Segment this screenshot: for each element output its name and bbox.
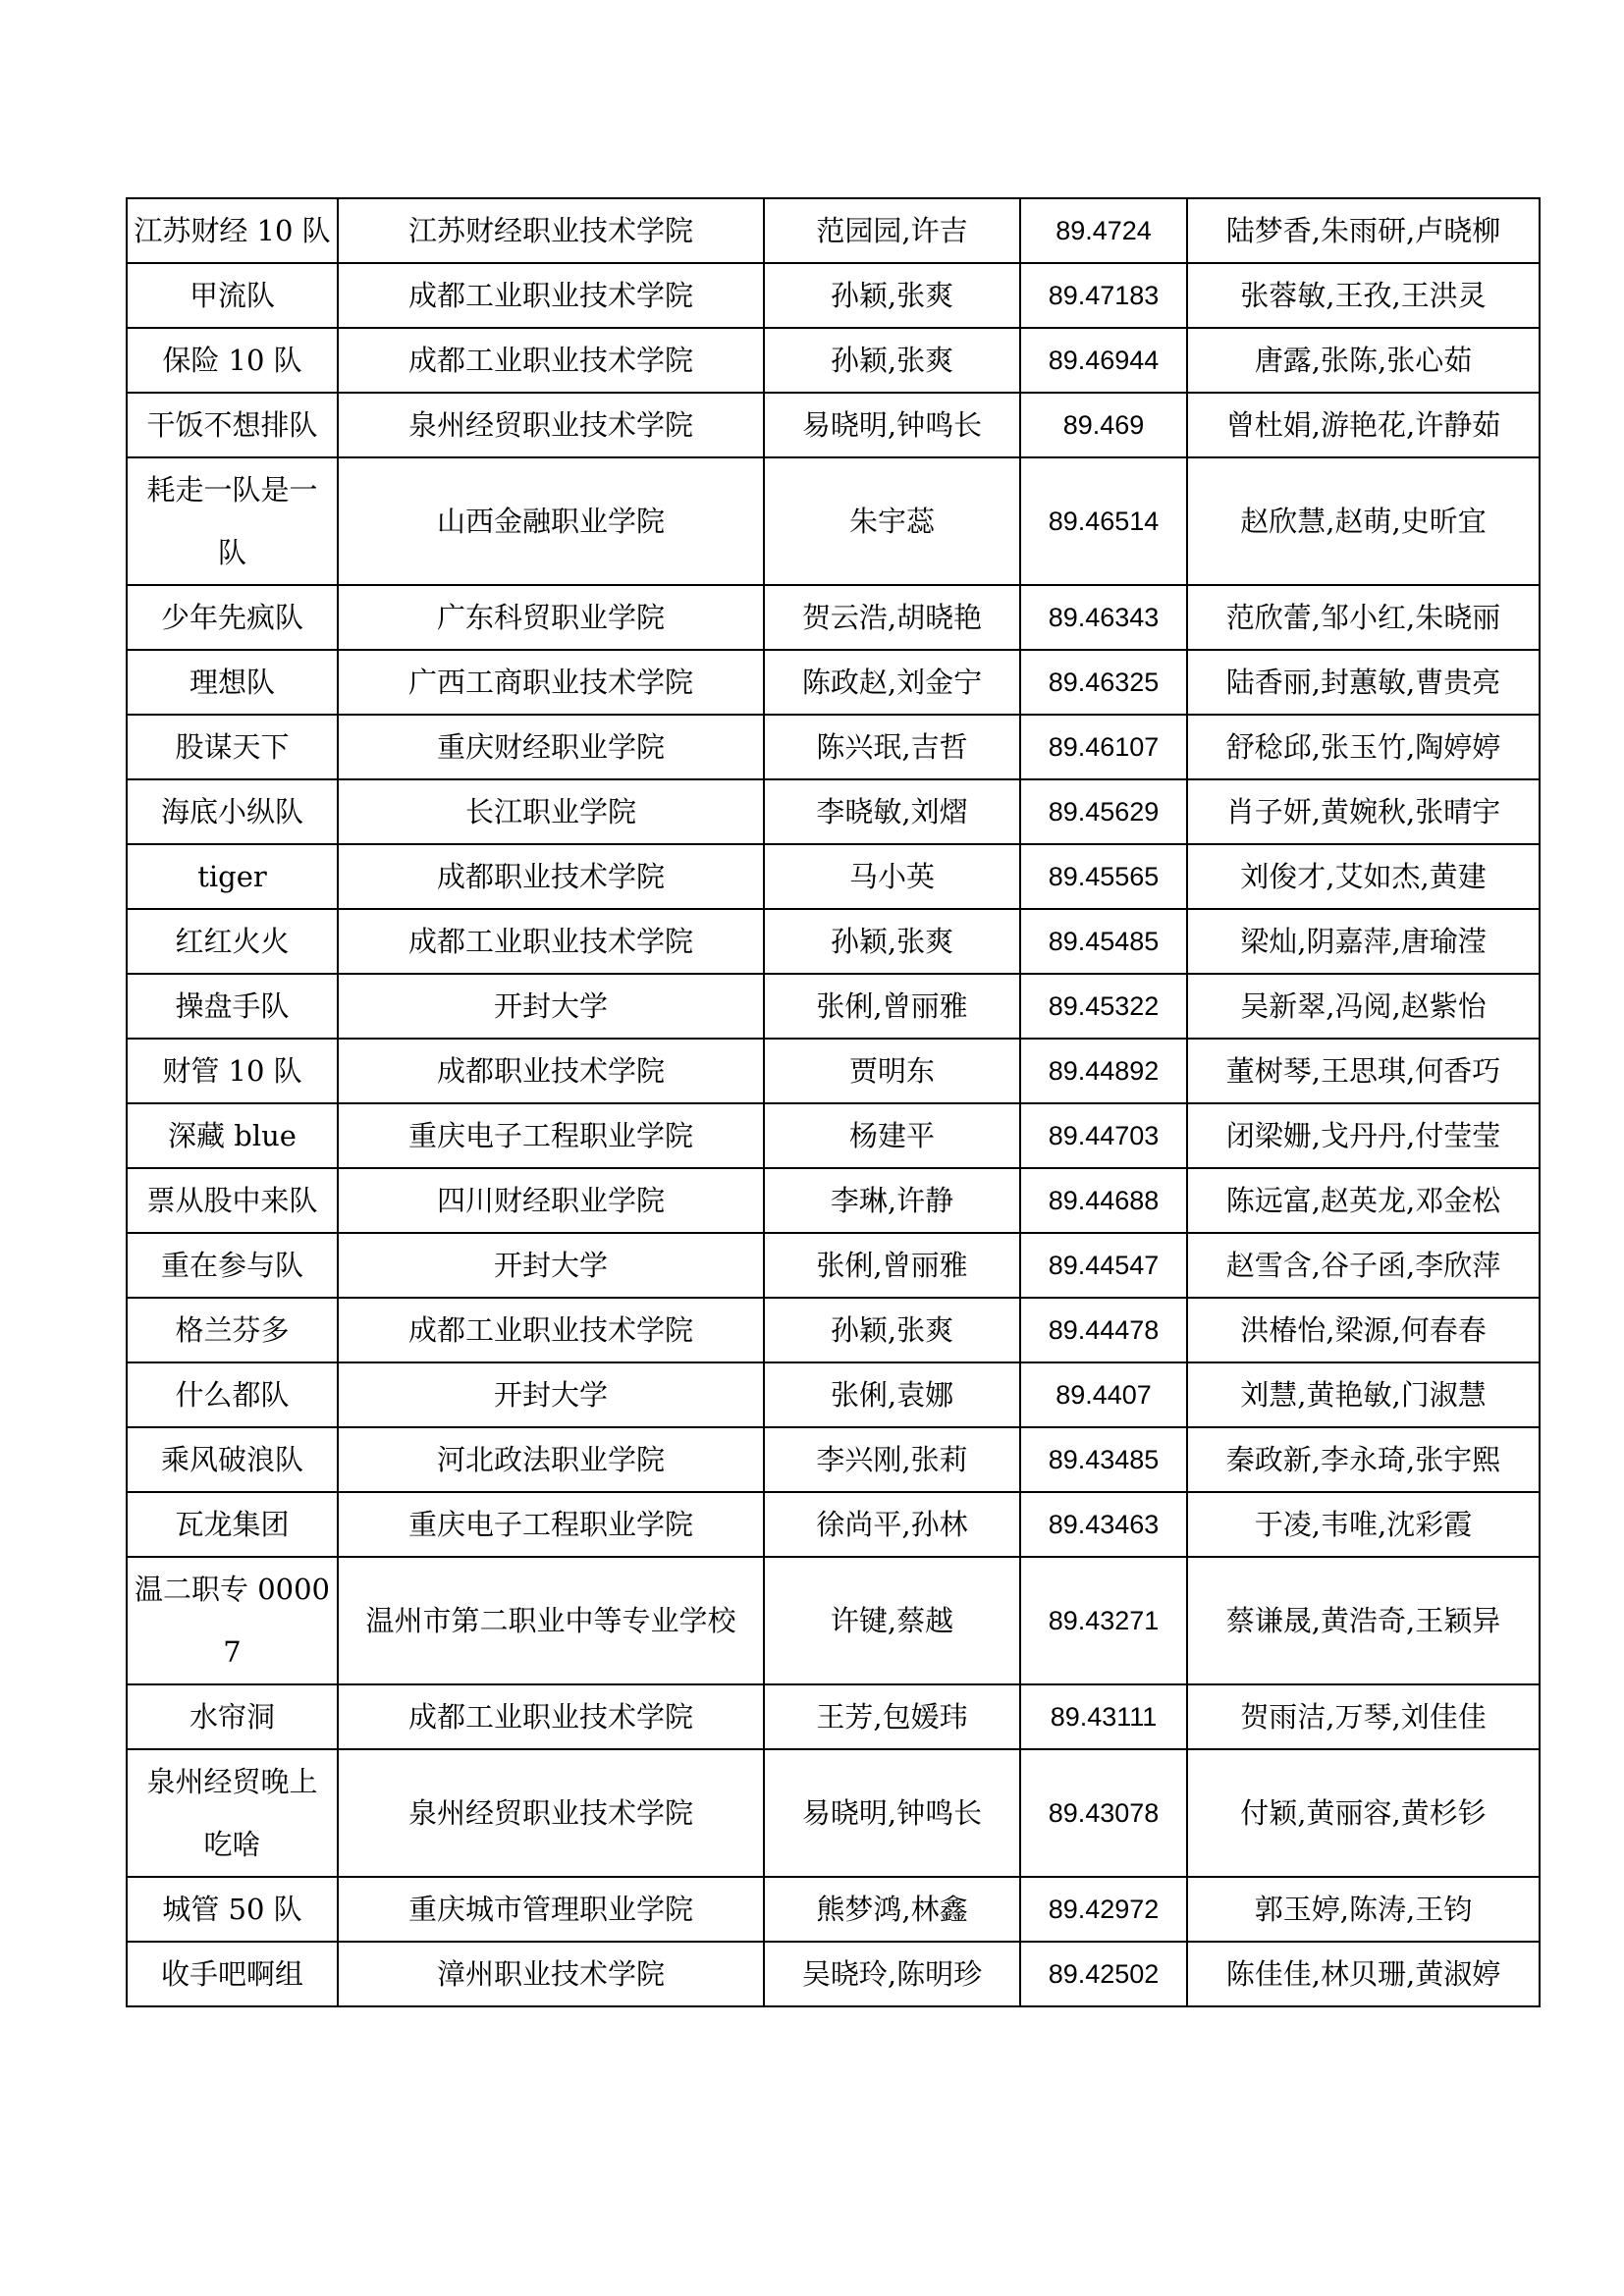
score-cell: 89.45565 bbox=[1020, 844, 1187, 909]
table-row bbox=[127, 844, 1540, 909]
advisor-cell: 易晓明,钟鸣长 bbox=[764, 393, 1020, 457]
score-cell: 89.469 bbox=[1020, 393, 1187, 457]
school-cell: 开封大学 bbox=[338, 1362, 764, 1427]
members-cell: 秦政新,李永琦,张宇熙 bbox=[1187, 1427, 1540, 1492]
team-name-cell: 保险 10 队 bbox=[127, 328, 338, 393]
advisor-cell: 马小英 bbox=[764, 844, 1020, 909]
team-name-cell: 乘风破浪队 bbox=[127, 1427, 338, 1492]
table-row bbox=[127, 650, 1540, 715]
school-cell: 江苏财经职业技术学院 bbox=[338, 198, 764, 263]
score-cell: 89.45322 bbox=[1020, 974, 1187, 1039]
advisor-cell: 李兴刚,张莉 bbox=[764, 1427, 1020, 1492]
advisor-cell: 吴晓玲,陈明珍 bbox=[764, 1942, 1020, 2006]
members-cell: 郭玉婷,陈涛,王钧 bbox=[1187, 1877, 1540, 1942]
advisor-cell: 陈政赵,刘金宁 bbox=[764, 650, 1020, 715]
team-name-cell: 城管 50 队 bbox=[127, 1877, 338, 1942]
advisor-cell: 朱宇蕊 bbox=[764, 457, 1020, 585]
advisor-cell: 徐尚平,孙林 bbox=[764, 1492, 1020, 1557]
advisor-cell: 范园园,许吉 bbox=[764, 198, 1020, 263]
school-cell: 河北政法职业学院 bbox=[338, 1427, 764, 1492]
school-cell: 成都职业技术学院 bbox=[338, 1039, 764, 1103]
team-name-cell: 格兰芬多 bbox=[127, 1298, 338, 1362]
score-cell: 89.46514 bbox=[1020, 457, 1187, 585]
team-name-cell: 理想队 bbox=[127, 650, 338, 715]
score-cell: 89.44478 bbox=[1020, 1298, 1187, 1362]
members-cell: 董树琴,王思琪,何香巧 bbox=[1187, 1039, 1540, 1103]
score-cell: 89.4407 bbox=[1020, 1362, 1187, 1427]
score-cell: 89.46107 bbox=[1020, 715, 1187, 779]
team-name-cell: 瓦龙集团 bbox=[127, 1492, 338, 1557]
team-name-cell: 票从股中来队 bbox=[127, 1168, 338, 1233]
score-cell: 89.43078 bbox=[1020, 1749, 1187, 1877]
advisor-cell: 张俐,曾丽雅 bbox=[764, 974, 1020, 1039]
score-cell: 89.44547 bbox=[1020, 1233, 1187, 1298]
table-row bbox=[127, 779, 1540, 844]
team-name-cell: 财管 10 队 bbox=[127, 1039, 338, 1103]
members-cell: 范欣蕾,邹小红,朱晓丽 bbox=[1187, 585, 1540, 650]
school-cell: 成都职业技术学院 bbox=[338, 844, 764, 909]
school-cell: 成都工业职业技术学院 bbox=[338, 263, 764, 328]
table-row bbox=[127, 1103, 1540, 1168]
members-cell: 付颖,黄丽容,黄杉钐 bbox=[1187, 1749, 1540, 1877]
members-cell: 赵欣慧,赵萌,史昕宜 bbox=[1187, 457, 1540, 585]
school-cell: 重庆财经职业学院 bbox=[338, 715, 764, 779]
advisor-cell: 孙颖,张爽 bbox=[764, 1298, 1020, 1362]
table-row bbox=[127, 328, 1540, 393]
school-cell: 广西工商职业技术学院 bbox=[338, 650, 764, 715]
team-name-cell: 红红火火 bbox=[127, 909, 338, 974]
advisor-cell: 孙颖,张爽 bbox=[764, 909, 1020, 974]
team-name-cell: 操盘手队 bbox=[127, 974, 338, 1039]
members-cell: 于凌,韦唯,沈彩霞 bbox=[1187, 1492, 1540, 1557]
score-cell: 89.45629 bbox=[1020, 779, 1187, 844]
table-row bbox=[127, 1877, 1540, 1942]
table-row bbox=[127, 585, 1540, 650]
table-row bbox=[127, 1557, 1540, 1684]
members-cell: 洪椿怡,梁源,何春春 bbox=[1187, 1298, 1540, 1362]
table-row bbox=[127, 457, 1540, 585]
team-name-cell: 海底小纵队 bbox=[127, 779, 338, 844]
score-cell: 89.44892 bbox=[1020, 1039, 1187, 1103]
advisor-cell: 贺云浩,胡晓艳 bbox=[764, 585, 1020, 650]
team-name-cell: tiger bbox=[127, 844, 338, 909]
advisor-cell: 张俐,曾丽雅 bbox=[764, 1233, 1020, 1298]
score-cell: 89.42972 bbox=[1020, 1877, 1187, 1942]
school-cell: 重庆电子工程职业学院 bbox=[338, 1492, 764, 1557]
members-cell: 肖子妍,黄婉秋,张晴宇 bbox=[1187, 779, 1540, 844]
table-row bbox=[127, 393, 1540, 457]
advisor-cell: 陈兴珉,吉哲 bbox=[764, 715, 1020, 779]
school-cell: 开封大学 bbox=[338, 1233, 764, 1298]
advisor-cell: 许键,蔡越 bbox=[764, 1557, 1020, 1684]
advisor-cell: 贾明东 bbox=[764, 1039, 1020, 1103]
school-cell: 成都工业职业技术学院 bbox=[338, 1684, 764, 1749]
school-cell: 重庆电子工程职业学院 bbox=[338, 1103, 764, 1168]
results-body bbox=[127, 198, 1540, 2006]
table-row bbox=[127, 1749, 1540, 1877]
results-table bbox=[126, 197, 1541, 2007]
table-row bbox=[127, 263, 1540, 328]
score-cell: 89.46325 bbox=[1020, 650, 1187, 715]
table-row bbox=[127, 1427, 1540, 1492]
members-cell: 陆香丽,封蕙敏,曹贵亮 bbox=[1187, 650, 1540, 715]
team-name-cell: 股谋天下 bbox=[127, 715, 338, 779]
advisor-cell: 杨建平 bbox=[764, 1103, 1020, 1168]
school-cell: 成都工业职业技术学院 bbox=[338, 909, 764, 974]
members-cell: 舒稔邱,张玉竹,陶婷婷 bbox=[1187, 715, 1540, 779]
advisor-cell: 张俐,袁娜 bbox=[764, 1362, 1020, 1427]
school-cell: 成都工业职业技术学院 bbox=[338, 1298, 764, 1362]
score-cell: 89.43111 bbox=[1020, 1684, 1187, 1749]
members-cell: 梁灿,阴嘉萍,唐瑜滢 bbox=[1187, 909, 1540, 974]
table-row bbox=[127, 974, 1540, 1039]
team-name-cell: 重在参与队 bbox=[127, 1233, 338, 1298]
advisor-cell: 孙颖,张爽 bbox=[764, 263, 1020, 328]
advisor-cell: 王芳,包媛玮 bbox=[764, 1684, 1020, 1749]
school-cell: 广东科贸职业学院 bbox=[338, 585, 764, 650]
score-cell: 89.42502 bbox=[1020, 1942, 1187, 2006]
school-cell: 重庆城市管理职业学院 bbox=[338, 1877, 764, 1942]
table-row bbox=[127, 715, 1540, 779]
team-name-cell: 干饭不想排队 bbox=[127, 393, 338, 457]
school-cell: 成都工业职业技术学院 bbox=[338, 328, 764, 393]
team-name-cell: 江苏财经 10 队 bbox=[127, 198, 338, 263]
members-cell: 刘俊才,艾如杰,黄建 bbox=[1187, 844, 1540, 909]
score-cell: 89.45485 bbox=[1020, 909, 1187, 974]
team-name-cell: 什么都队 bbox=[127, 1362, 338, 1427]
team-name-cell: 泉州经贸晚上吃啥 bbox=[127, 1749, 338, 1877]
table-row bbox=[127, 1168, 1540, 1233]
table-row bbox=[127, 198, 1540, 263]
table-row bbox=[127, 909, 1540, 974]
advisor-cell: 孙颖,张爽 bbox=[764, 328, 1020, 393]
members-cell: 陈佳佳,林贝珊,黄淑婷 bbox=[1187, 1942, 1540, 2006]
team-name-cell: 收手吧啊组 bbox=[127, 1942, 338, 2006]
team-name-cell: 水帘洞 bbox=[127, 1684, 338, 1749]
members-cell: 陈远富,赵英龙,邓金松 bbox=[1187, 1168, 1540, 1233]
members-cell: 蔡谦晟,黄浩奇,王颖异 bbox=[1187, 1557, 1540, 1684]
school-cell: 漳州职业技术学院 bbox=[338, 1942, 764, 2006]
advisor-cell: 熊梦鸿,林鑫 bbox=[764, 1877, 1020, 1942]
table-row bbox=[127, 1684, 1540, 1749]
school-cell: 长江职业学院 bbox=[338, 779, 764, 844]
score-cell: 89.44703 bbox=[1020, 1103, 1187, 1168]
table-row bbox=[127, 1298, 1540, 1362]
school-cell: 四川财经职业学院 bbox=[338, 1168, 764, 1233]
members-cell: 赵雪含,谷子函,李欣萍 bbox=[1187, 1233, 1540, 1298]
team-name-cell: 少年先疯队 bbox=[127, 585, 338, 650]
advisor-cell: 易晓明,钟鸣长 bbox=[764, 1749, 1020, 1877]
school-cell: 泉州经贸职业技术学院 bbox=[338, 1749, 764, 1877]
team-name-cell: 甲流队 bbox=[127, 263, 338, 328]
score-cell: 89.4724 bbox=[1020, 198, 1187, 263]
members-cell: 曾杜娟,游艳花,许静茹 bbox=[1187, 393, 1540, 457]
school-cell: 温州市第二职业中等专业学校 bbox=[338, 1557, 764, 1684]
school-cell: 山西金融职业学院 bbox=[338, 457, 764, 585]
school-cell: 开封大学 bbox=[338, 974, 764, 1039]
score-cell: 89.43485 bbox=[1020, 1427, 1187, 1492]
members-cell: 刘慧,黄艳敏,门淑慧 bbox=[1187, 1362, 1540, 1427]
team-name-cell: 深藏 blue bbox=[127, 1103, 338, 1168]
members-cell: 贺雨洁,万琴,刘佳佳 bbox=[1187, 1684, 1540, 1749]
table-row bbox=[127, 1362, 1540, 1427]
members-cell: 陆梦香,朱雨研,卢晓柳 bbox=[1187, 198, 1540, 263]
school-cell: 泉州经贸职业技术学院 bbox=[338, 393, 764, 457]
score-cell: 89.43271 bbox=[1020, 1557, 1187, 1684]
score-cell: 89.43463 bbox=[1020, 1492, 1187, 1557]
members-cell: 闭梁姗,戈丹丹,付莹莹 bbox=[1187, 1103, 1540, 1168]
score-cell: 89.44688 bbox=[1020, 1168, 1187, 1233]
table-row bbox=[127, 1233, 1540, 1298]
team-name-cell: 温二职专 00007 bbox=[127, 1557, 338, 1684]
advisor-cell: 李琳,许静 bbox=[764, 1168, 1020, 1233]
score-cell: 89.47183 bbox=[1020, 263, 1187, 328]
score-cell: 89.46343 bbox=[1020, 585, 1187, 650]
table-row bbox=[127, 1492, 1540, 1557]
table-row bbox=[127, 1942, 1540, 2006]
advisor-cell: 李晓敏,刘熠 bbox=[764, 779, 1020, 844]
team-name-cell: 耗走一队是一队 bbox=[127, 457, 338, 585]
members-cell: 张蓉敏,王孜,王洪灵 bbox=[1187, 263, 1540, 328]
members-cell: 唐露,张陈,张心茹 bbox=[1187, 328, 1540, 393]
score-cell: 89.46944 bbox=[1020, 328, 1187, 393]
table-row bbox=[127, 1039, 1540, 1103]
members-cell: 吴新翠,冯阅,赵紫怡 bbox=[1187, 974, 1540, 1039]
